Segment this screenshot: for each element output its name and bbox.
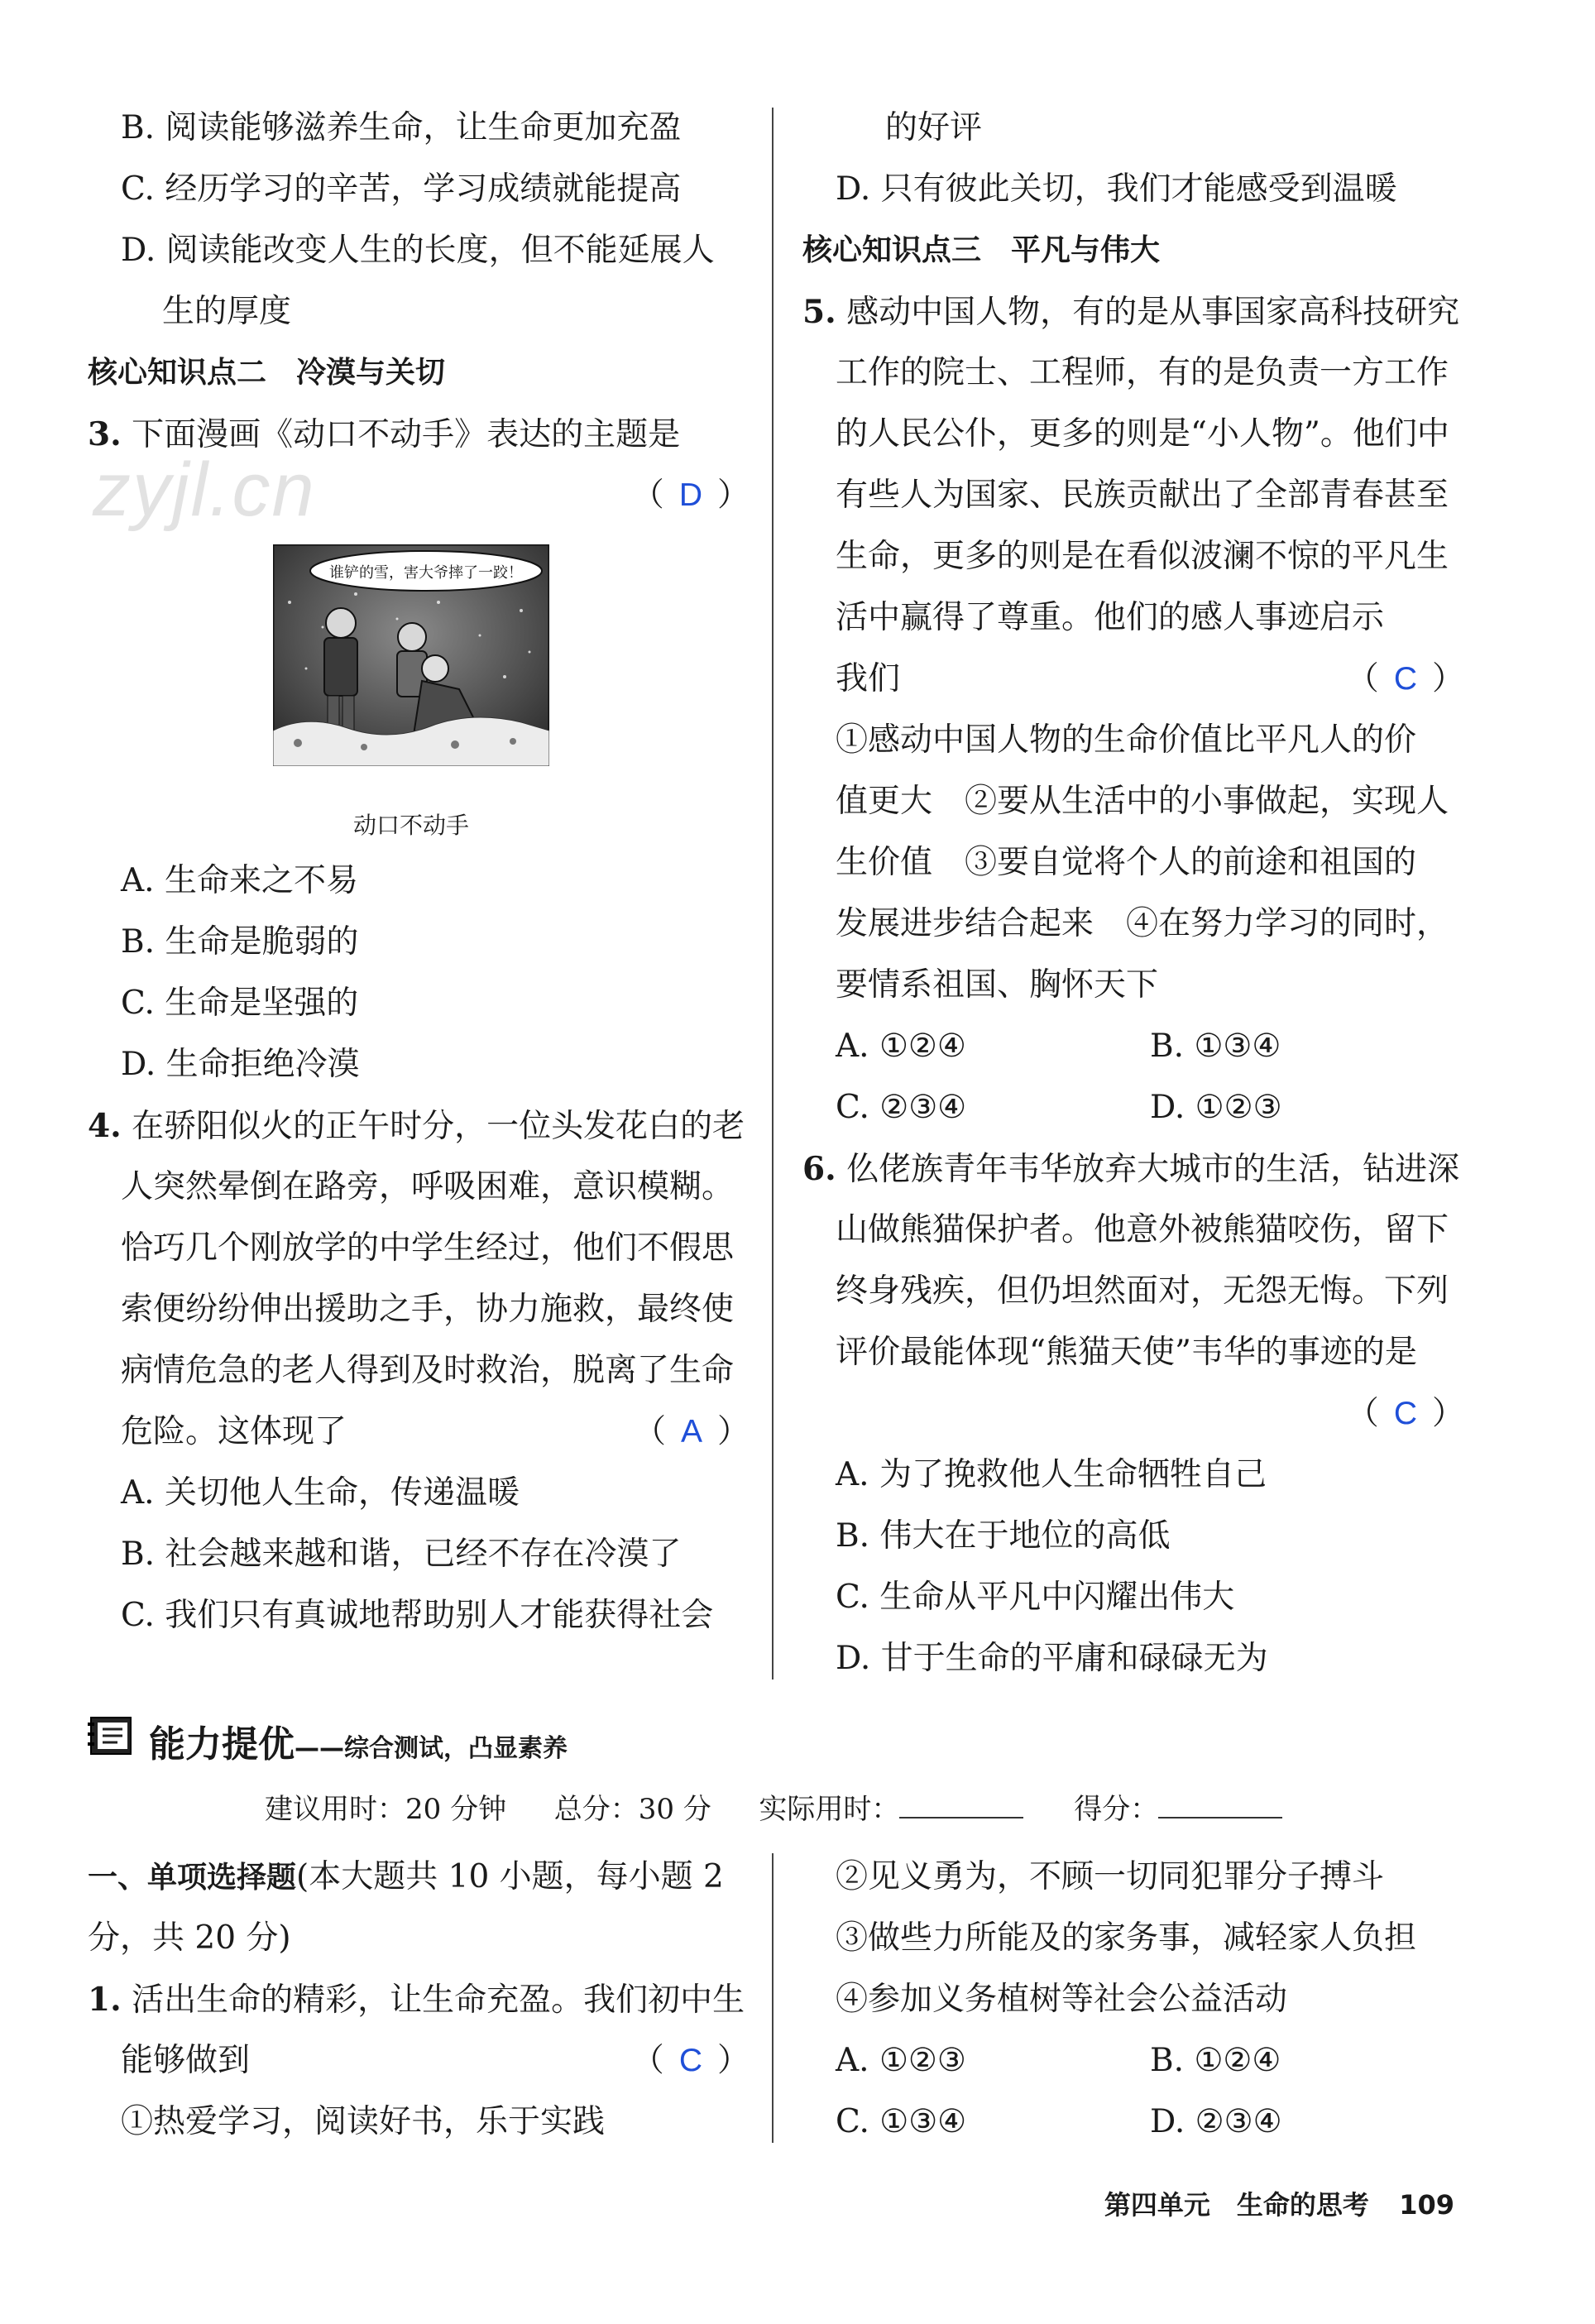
- section-header: [88, 1706, 1494, 1772]
- footer-unit: 第四单元 生命的思考: [1104, 2189, 1369, 2221]
- score-label: 得分：: [1074, 1793, 1159, 1826]
- part-desc: (本大题共 10 小题，每小题 2: [296, 1858, 724, 1895]
- q2-option-b[interactable]: B. 阅读能够滋养生命，让生命更加充盈: [121, 109, 682, 146]
- q5-statement-2: 值更大 ②要从生活中的小事做起，实现人: [836, 783, 1449, 820]
- q4-line-2: 人突然晕倒在路旁，呼吸困难，意识模糊。: [121, 1168, 735, 1205]
- q6-line-1: [802, 1138, 1464, 1200]
- q6-option-c[interactable]: C. 生命从平凡中闪耀出伟大: [836, 1579, 1235, 1616]
- q5-line-3: 的人民公仆，更多的则是“小人物”。他们中: [836, 415, 1449, 453]
- q5-text-7: 我们: [836, 660, 901, 697]
- q5-line-6: 活中赢得了尊重。他们的感人事迹启示: [836, 599, 1385, 636]
- q1-options-row-1: [802, 2030, 1464, 2092]
- q4-line-4: 索便纷纷伸出援助之手，协力施救，最终使: [121, 1291, 735, 1328]
- q4-line-5: 病情危急的老人得到及时救治，脱离了生命: [121, 1352, 735, 1389]
- q3-number: 3.: [88, 415, 122, 453]
- part-desc-cont: 分，共 20 分): [88, 1919, 291, 1957]
- q6-line-2: 山做熊猫保护者。他意外被熊猫咬伤，留下: [836, 1211, 1449, 1248]
- q5-line-2: 工作的院士、工程师，有的是负责一方工作: [836, 354, 1449, 391]
- q6-answer: C: [1393, 1396, 1417, 1431]
- q2-option-d-cont: 生的厚度: [162, 293, 292, 330]
- cartoon-caption: 动口不动手: [352, 812, 469, 839]
- notebook-icon: [88, 1713, 137, 1759]
- q4-line-3: 恰巧几个刚放学的中学生经过，他们不假思: [121, 1229, 735, 1267]
- part-title: 一、单项选择题: [88, 1861, 297, 1895]
- q1-statement-1: ①热爱学习，阅读好书，乐于实践: [121, 2103, 606, 2140]
- q1-option-a[interactable]: A. ①②③: [836, 2042, 966, 2079]
- cartoon-speech: 谁铲的雪，害大爷摔了一跤！: [329, 564, 523, 582]
- q3-option-d[interactable]: D. 生命拒绝冷漠: [121, 1046, 360, 1083]
- q5-statement-4: 发展进步结合起来 ④在努力学习的同时，: [836, 905, 1449, 942]
- page-number: 109: [1399, 2189, 1454, 2221]
- lower-right-column: [802, 1847, 1464, 2153]
- q3-answer-box[interactable]: （ D ）: [631, 477, 750, 514]
- q5-line-5: 生命，更多的则是在看似波澜不惊的平凡生: [836, 538, 1449, 575]
- q1-option-c[interactable]: C. ①③④: [836, 2103, 967, 2140]
- q5-option-c[interactable]: C. ②③④: [836, 1089, 967, 1126]
- suggested-time: 建议用时：20 分钟: [265, 1793, 507, 1826]
- q4-number: 4.: [88, 1107, 122, 1145]
- q5-line-7: [802, 649, 1464, 710]
- q3-option-a[interactable]: A. 生命来之不易: [121, 862, 358, 899]
- q1-line-2: [88, 2030, 750, 2092]
- q1-statement-3: ③做些力所能及的家务事，减轻家人负担: [836, 1919, 1417, 1957]
- column-divider-bottom: [772, 1853, 774, 2143]
- actual-time-label: 实际用时：: [759, 1793, 900, 1826]
- q5-statement-3: 生价值 ③要自觉将个人的前途和祖国的: [836, 844, 1417, 881]
- lower-left-column: [88, 1847, 750, 2153]
- q1-statement-2: ②见义勇为，不顾一切同犯罪分子搏斗: [836, 1858, 1385, 1895]
- q6-answer-row: [802, 1383, 1464, 1445]
- q3-answer: D: [678, 477, 702, 513]
- total-score: 总分：30 分: [553, 1793, 711, 1826]
- q4-option-c-cont: 的好评: [885, 109, 983, 146]
- section-title-main: 能力提优: [149, 1723, 295, 1766]
- q1-answer: C: [678, 2043, 702, 2078]
- q3-option-c[interactable]: C. 生命是坚强的: [121, 985, 359, 1022]
- q6-number: 6.: [802, 1150, 836, 1188]
- q5-text-1: 感动中国人物，有的是从事国家高科技研究: [846, 294, 1460, 331]
- q5-line-4: 有些人为国家、民族贡献出了全部青春甚至: [836, 477, 1449, 514]
- q3-text: 下面漫画《动口不动手》表达的主题是: [132, 416, 681, 453]
- cartoon-illustration: [273, 544, 549, 766]
- q1-statement-4: ④参加义务植树等社会公益活动: [836, 1981, 1288, 2018]
- q3-option-b[interactable]: B. 生命是脆弱的: [121, 923, 359, 961]
- heading-knowledge-2: 核心知识点二 冷漠与关切: [88, 356, 446, 390]
- q6-option-b[interactable]: B. 伟大在于地位的高低: [836, 1517, 1171, 1555]
- q4-text-6: 危险。这体现了: [121, 1413, 347, 1450]
- q5-option-d[interactable]: D. ①②③: [1150, 1089, 1282, 1126]
- q4-text-1: 在骄阳似火的正午时分，一位头发花白的老: [132, 1108, 745, 1145]
- q3-stem: [88, 404, 750, 465]
- q6-text-1: 仫佬族青年韦华放弃大城市的生活，钻进深: [846, 1151, 1460, 1188]
- q6-line-4: 评价最能体现“熊猫天使”韦华的事迹的是: [836, 1334, 1417, 1371]
- q1-option-d[interactable]: D. ②③④: [1150, 2103, 1282, 2140]
- q4-answer-box[interactable]: （ A ）: [633, 1413, 750, 1450]
- q1-text-1: 活出生命的精彩，让生命充盈。我们初中生: [132, 1981, 745, 2019]
- q2-option-c[interactable]: C. 经历学习的辛苦，学习成绩就能提高: [121, 170, 682, 208]
- q4-option-a[interactable]: A. 关切他人生命，传递温暖: [121, 1474, 520, 1512]
- score-blank[interactable]: [1158, 1792, 1282, 1818]
- q1-option-b[interactable]: B. ①②④: [1150, 2042, 1281, 2079]
- q5-statement-1: ①感动中国人物的生命价值比平凡人的价: [836, 721, 1417, 759]
- q1-line-1: [88, 1969, 750, 2030]
- test-info: [265, 1779, 1324, 1840]
- q5-answer: C: [1393, 661, 1417, 697]
- q1-answer-box[interactable]: （ C ）: [631, 2042, 750, 2079]
- column-divider-top: [772, 108, 774, 1680]
- heading-knowledge-3: 核心知识点三 平凡与伟大: [802, 233, 1161, 267]
- right-column: [802, 98, 1464, 1689]
- left-column: [88, 98, 750, 1646]
- q4-line-1: [88, 1095, 750, 1157]
- q5-options-row-1: [802, 1016, 1464, 1077]
- q4-option-c[interactable]: C. 我们只有真诚地帮助别人才能获得社会: [121, 1597, 714, 1634]
- q5-line-1: [802, 281, 1464, 343]
- q2-option-d[interactable]: D. 阅读能改变人生的长度，但不能延展人: [121, 232, 715, 269]
- q1-number: 1.: [88, 1981, 122, 2019]
- page-footer: [1104, 2184, 1454, 2222]
- actual-time-blank[interactable]: [899, 1792, 1023, 1818]
- q5-option-a[interactable]: A. ①②④: [836, 1028, 966, 1065]
- q6-option-d[interactable]: D. 甘于生命的平庸和碌碌无为: [836, 1640, 1268, 1677]
- q6-answer-box[interactable]: （ C ）: [1346, 1395, 1464, 1432]
- q4-answer: A: [680, 1414, 702, 1450]
- part-title-row: [88, 1847, 750, 1908]
- q5-statement-5: 要情系祖国、胸怀天下: [836, 966, 1159, 1004]
- q5-option-b[interactable]: B. ①③④: [1150, 1028, 1281, 1065]
- section-subtitle: ——综合测试，凸显素养: [295, 1734, 568, 1763]
- q5-answer-box[interactable]: （ C ）: [1346, 660, 1464, 697]
- q6-line-3: 终身残疾，但仍坦然面对，无怨无悔。下列: [836, 1272, 1449, 1310]
- watermark: zyjl.cn: [93, 448, 316, 532]
- q4-option-d[interactable]: D. 只有彼此关切，我们才能感受到温暖: [836, 170, 1397, 208]
- q4-option-b[interactable]: B. 社会越来越和谐，已经不存在冷漠了: [121, 1536, 682, 1573]
- q1-options-row-2: [802, 2092, 1464, 2153]
- section-title: [149, 1714, 568, 1767]
- q5-number: 5.: [802, 293, 836, 331]
- q5-options-row-2: [802, 1077, 1464, 1138]
- q4-line-6: [88, 1402, 750, 1463]
- q6-option-a[interactable]: A. 为了挽救他人生命牺牲自己: [836, 1456, 1267, 1493]
- q1-text-2: 能够做到: [121, 2042, 251, 2079]
- q3-answer-row: [88, 465, 750, 526]
